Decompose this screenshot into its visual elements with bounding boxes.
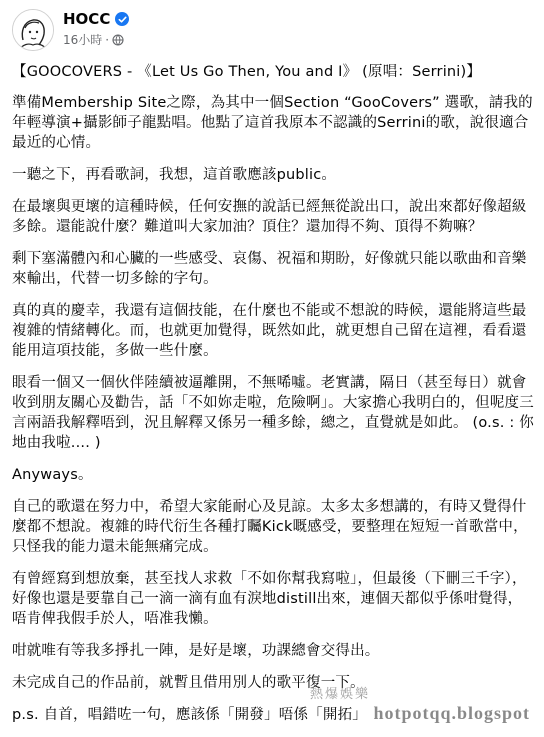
- post-paragraph: 準備Membership Site之際，為其中一個Section “GooCovers” 選歌，請我的年輕導演+攝影師子龍點唱。他點了這首我原本不認識的Serrini的歌，說很適合最近的心情。: [12, 95, 533, 151]
- author-avatar[interactable]: [12, 9, 54, 51]
- post-paragraph: 一聽之下，再看歌詞，我想，這首歌應該public。: [12, 167, 337, 183]
- post-paragraph: 自己的歌還在努力中，希望大家能耐心及見諒。太多太多想講的，有時又覺得什麼都不想說。複雜的時代衍生各種打矚Kick嘅感受，要整理在短短一首歌當中，只怪我的能力還未能無痛完成。: [12, 499, 528, 555]
- globe-icon[interactable]: [112, 34, 124, 46]
- avatar-illustration-icon: [13, 10, 53, 50]
- verified-badge-icon: [115, 12, 129, 26]
- post-paragraph: 咁就唯有等我多掙扎一陣，是好是壞，功課總會交得出。: [12, 643, 380, 659]
- post-paragraph: 未完成自己的作品前，就暫且借用別人的歌平復一下。: [12, 675, 365, 691]
- watermark: hotpotqq.blogspot: [373, 703, 530, 723]
- post-paragraph: 剩下塞滿體內和心臟的一些感受、哀傷、祝福和期盼，好像就只能以歌曲和音樂來輸出，代替一切多餘的字句。: [12, 251, 527, 287]
- author-name[interactable]: HOCC: [63, 10, 111, 28]
- post-timestamp[interactable]: 16小時: [63, 33, 103, 47]
- post-paragraph: p.s. 自首，唱錯咗一句，應該係「開發」唔係「開拓」: [12, 707, 367, 723]
- post-paragraph: 真的真的慶幸，我還有這個技能，在什麼也不能或不想說的時候，還能將這些最複雜的情緒轉化。而，也就更加覺得，既然如此，就更想自己留在這裡，看看還能用這項技能，多做一些什麼。: [12, 303, 527, 359]
- watermark-chinese: 熱爆娛樂: [310, 687, 371, 702]
- post-paragraph: 眼看一個又一個伙伴陸續被逼離開，不無唏噓。老實講，隔日（甚至每日）就會收到朋友關心及勸告，話「不如妳走啦，危險啊」。大家擔心我明白的，但呢度三言兩語我解釋唔到，況且解釋又係另一種多餘，總之，直覺就是如此。 (o.s. : 你地由我啦.... ): [12, 375, 534, 451]
- author-row: [63, 10, 129, 28]
- post-body: [12, 62, 536, 737]
- post-title: 【GOOCOVERS - 《Let Us Go Then, You and I》 (原唱：Serrini)】: [12, 64, 482, 80]
- post-paragraph: 有曾經寫到想放棄，甚至找人求救「不如你幫我寫啦」，但最後（下刪三千字），好像也還是要靠自己一滴一滴有血有淚地distill出來，連個天都似乎係咁覺得，唔肯俾我假手於人，唔准我懶。: [12, 571, 527, 627]
- post-meta: [63, 31, 124, 48]
- meta-separator: ·: [105, 32, 110, 47]
- post-header: [0, 0, 544, 56]
- post-paragraph: Anyways。: [12, 467, 93, 483]
- post-paragraph: 在最壞與更壞的這種時候，任何安撫的說話已經無從說出口，說出來都好像超級多餘。還能說什麼？難道叫大家加油？頂住？還加得不夠、頂得不夠嘛？: [12, 199, 527, 235]
